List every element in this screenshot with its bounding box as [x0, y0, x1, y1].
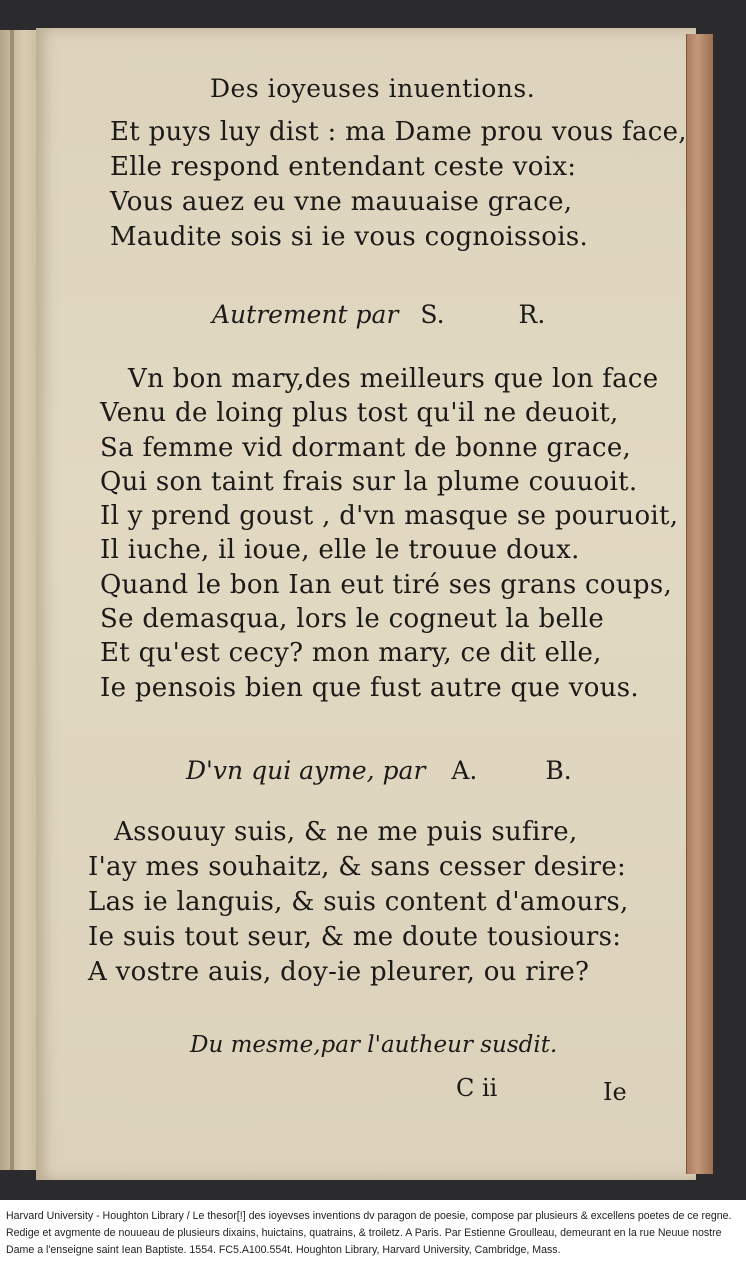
- verse-line: Maudite sois si ie vous cognoissois.: [110, 222, 589, 252]
- verse-line: Et puys luy dist : ma Dame prou vous face,: [110, 117, 687, 147]
- stanza-2: [100, 362, 678, 705]
- binding-shadow: [10, 30, 14, 1170]
- verse-line: Il y prend goust , d'vn masque se pouruoit,: [100, 501, 679, 532]
- verse-line: Venu de loing plus tost qu'il ne deuoit,: [100, 398, 619, 429]
- verse-line: Sa femme vid dormant de bonne grace,: [100, 432, 632, 463]
- author-initial-2: R.: [518, 300, 546, 329]
- verse-line: Qui son taint frais sur la plume couuoit.: [100, 466, 638, 497]
- verse-line: Ie suis tout seur, & me doute tousiours:: [88, 922, 622, 952]
- poem-heading-3: Du mesme,par l'autheur susdit.: [190, 1032, 558, 1058]
- signature-mark: C ii: [456, 1074, 498, 1102]
- heading-text: D'vn qui ayme, par: [186, 756, 426, 785]
- author-initial-1: A.: [451, 756, 478, 785]
- author-initial-2: B.: [545, 756, 572, 785]
- verse-line: I'ay mes souhaitz, & sans cesser desire:: [88, 852, 627, 882]
- poem-heading-1: [212, 300, 545, 329]
- stanza-1: [110, 115, 687, 255]
- poem-heading-2: [186, 756, 572, 785]
- verse-line: Ie pensois bien que fust autre que vous.: [100, 672, 639, 703]
- verse-line: Vn bon mary,des meilleurs que lon face: [128, 364, 659, 394]
- verse-line: Las ie languis, & suis content d'amours,: [88, 887, 629, 917]
- verse-line: A vostre auis, doy-ie pleurer, ou rire?: [88, 957, 590, 987]
- heading-text: Autrement par: [212, 300, 399, 329]
- running-head: Des ioyeuses inuentions.: [210, 74, 536, 103]
- image-caption: Harvard University - Houghton Library / Le thesor[!] des ioyevses inventions dv paragon de poesie, compose par plusieurs & excellens poetes de ce regne. Redige et avgmente de nouueau de plusieurs dixains, huictains, quatrains, & troiletz. A Paris. Par Estienne Groulleau, demeurant en la rue Neuue nostre Dame a l'enseigne saint Iean Baptiste. 1554. FC5.A100.554t. Houghton Library, Harvard University, Cambridge, Mass.: [0, 1200, 746, 1262]
- page-fore-edge: [686, 34, 713, 1174]
- verse-line: Vous auez eu vne mauuaise grace,: [110, 187, 573, 217]
- verse-line: Se demasqua, lors le cogneut la belle: [100, 604, 605, 635]
- catchword: Ie: [603, 1078, 627, 1106]
- verse-line: Quand le bon Ian eut tiré ses grans coups,: [100, 569, 673, 600]
- verse-line: Elle respond entendant ceste voix:: [110, 152, 577, 182]
- verse-line: Il iuche, il ioue, elle le trouue doux.: [100, 535, 580, 566]
- left-page-edge: [0, 30, 41, 1170]
- stanza-3: [88, 815, 629, 990]
- verse-line: Et qu'est cecy? mon mary, ce dit elle,: [100, 638, 602, 669]
- verse-line: Assouuy suis, & ne me puis sufire,: [114, 817, 578, 847]
- author-initial-1: S.: [420, 300, 445, 329]
